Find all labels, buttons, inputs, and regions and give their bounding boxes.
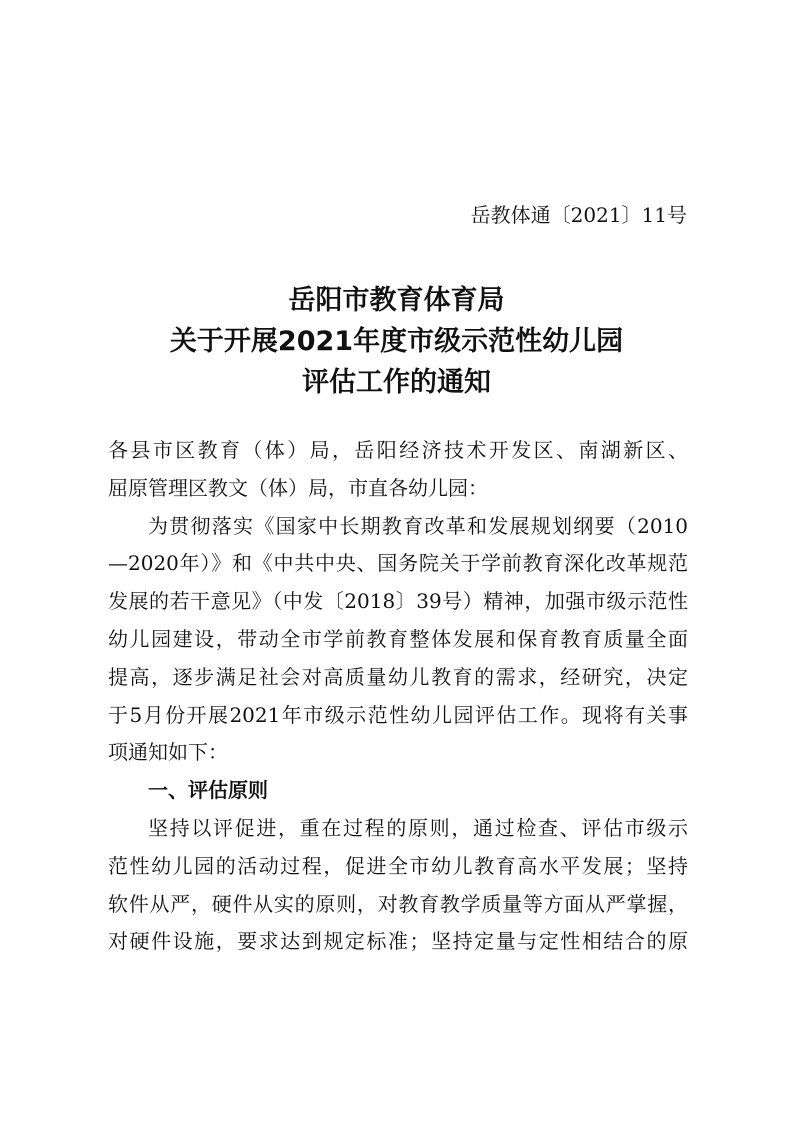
document-title [0, 280, 793, 403]
paragraph1-line-4: 幼儿园建设，带动全市学前教育整体发展和保育教育质量全面 [108, 626, 688, 651]
paragraph1-line-3: 发展的若干意见》（中发〔2018〕39号）精神，加强市级示范性 [108, 589, 688, 614]
paragraph1-line-5: 提高，逐步满足社会对高质量幼儿教育的需求，经研究，决定 [108, 664, 688, 689]
paragraph1-line-6: 于5月份开展2021年市级示范性幼儿园评估工作。现将有关事 [108, 702, 688, 727]
document-body [108, 432, 688, 961]
paragraph1-line-1: 为贯彻落实《国家中长期教育改革和发展规划纲要（2010 [148, 513, 688, 538]
section-heading-principles: 一、评估原则 [148, 778, 268, 803]
title-line-1: 岳阳市教育体育局 [288, 285, 505, 316]
paragraph1-line-7: 项通知如下： [108, 740, 228, 765]
paragraph2-line-1: 坚持以评促进，重在过程的原则，通过检查、评估市级示 [148, 815, 688, 840]
paragraph2-line-2: 范性幼儿园的活动过程，促进全市幼儿教育高水平发展；坚持 [108, 853, 688, 878]
document-number: 岳教体通〔2021〕11号 [470, 203, 687, 227]
paragraph1-line-2: —2020年）》和《中共中央、国务院关于学前教育深化改革规范 [108, 551, 688, 576]
title-line-3: 评估工作的通知 [302, 367, 491, 398]
paragraph2-line-4: 对硬件设施，要求达到规定标准；坚持定量与定性相结合的原 [108, 929, 688, 954]
paragraph2-line-3: 软件从严，硬件从实的原则，对教育教学质量等方面从严掌握， [108, 891, 688, 916]
title-line-2: 关于开展2021年度市级示范性幼儿园 [169, 326, 624, 357]
addressee-line-1: 各县市区教育（体）局，岳阳经济技术开发区、南湖新区、 [108, 438, 688, 462]
addressee-line-2: 屈原管理区教文（体）局，市直各幼儿园： [108, 475, 488, 500]
